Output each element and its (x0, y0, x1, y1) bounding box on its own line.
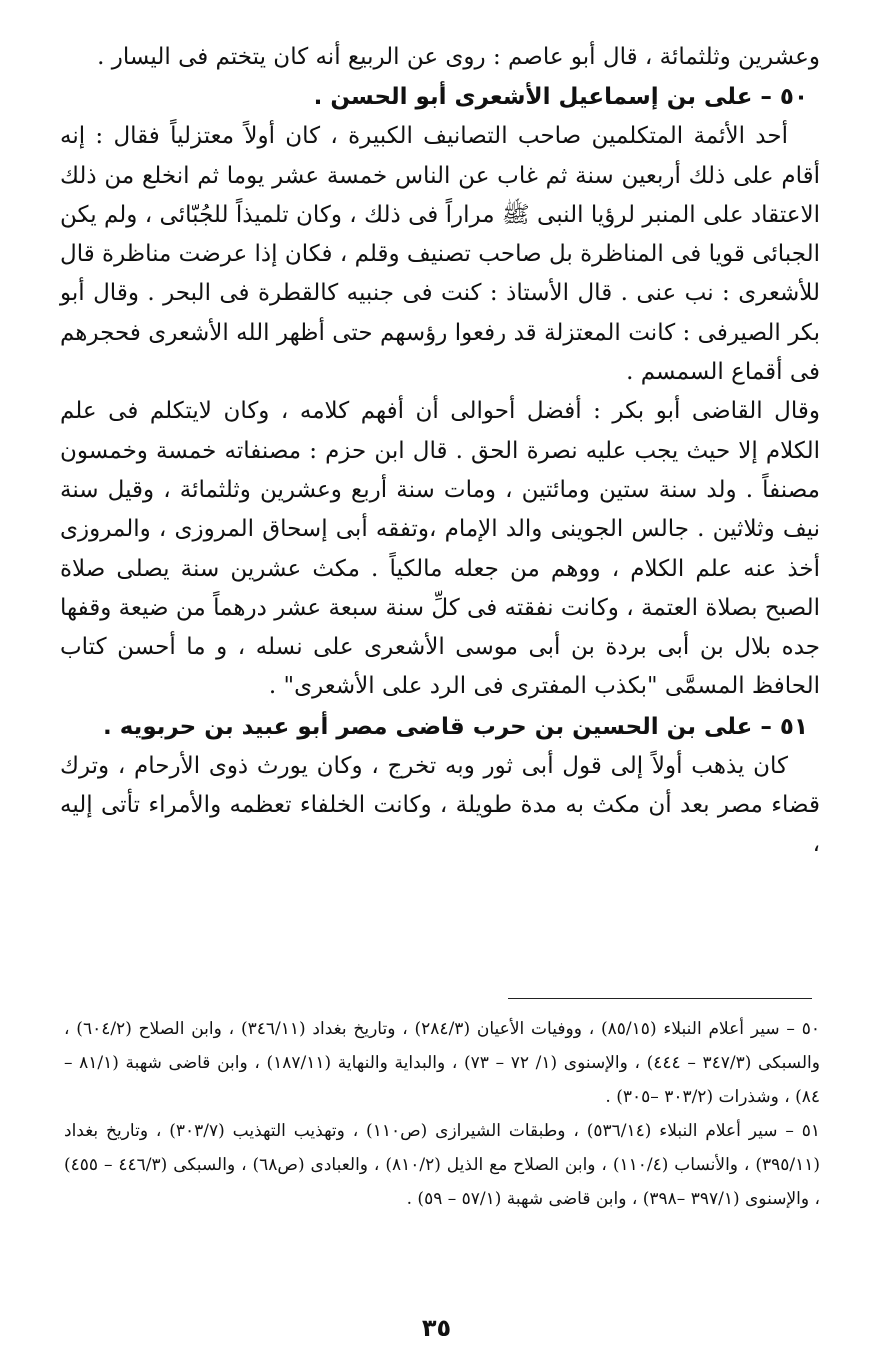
entry-51-heading: ٥١ – على بن الحسين بن حرب قاضى مصر أبو عبيد بن حربويه . (102, 713, 808, 740)
entry-50-paragraph-2: وقال القاضى أبو بكر : أفضل أحوالى أن أفهم كلامه ، وكان لايتكلم فى علم الكلام إلا حيث يجب عليه نصرة الحق . قال ابن حزم : مصنفاته خمسة وخمسون مصنفاً . ولد سنة ستين ومائتين ، ومات سنة أربع وعشرين وثلثمائة ، وقيل سنة نيف وثلاثين . جالس الجوينى والد الإمام ،وتفقه أبى إسحاق المروزى ، والمروزى أخذ عنه علم الكلام ، ووهم من جعله مالكياً . مكث عشرين سنة يصلى صلاة الصبح بصلاة العتمة ، وكانت نفقته فى كلِّ سنة سبعة عشر درهماً من ضيعة وقفها جده بلال بن أبى بردة بن أبى موسى الأشعرى على نسله ، و ما أحسن كتاب الحافظ المسمَّى "بكذب المفترى فى الرد على الأشعرى" . (60, 398, 820, 700)
footnote-divider (508, 998, 812, 999)
intro-line: وعشرين وثلثمائة ، قال أبو عاصم : روى عن الربيع أنه كان يتختم فى اليسار . (97, 44, 820, 70)
entry-50-heading: ٥٠ – على بن إسماعيل الأشعرى أبو الحسن . (313, 84, 808, 111)
footnote-51: ٥١ – سير أعلام النبلاء (٥٣٦/١٤) ، وطبقات الشيرازى (ص١١٠) ، وتهذيب التهذيب (٣٠٣/٧) ، وتاريخ بغداد (٣٩٥/١١) ، والأنساب (١١٠/٤) ، وابن الصلاح مع الذيل (٨١٠/٢) ، والعبادى (ص٦٨) ، والسبكى (٤٤٦/٣ – ٤٥٥) ، والإسنوى (٣٩٧/١ –٣٩٨) ، وابن قاضى شهبة (٥٧/١ – ٥٩) . (64, 1121, 821, 1209)
main-text (60, 38, 820, 865)
page-body (60, 38, 820, 865)
page-number: ٣٥ (421, 1314, 452, 1342)
footnote-50: ٥٠ – سير أعلام النبلاء (٨٥/١٥) ، ووفيات الأعيان (٢٨٤/٣) ، وتاريخ بغداد (٣٤٦/١١) ، وابن الصلاح (٦٠٤/٢) ، والسبكى (٣٤٧/٣ – ٤٤٤) ، والإسنوى (١/ ٧٢ – ٧٣) ، والبداية والنهاية (١٨٧/١١) ، وابن قاضى شهبة (٨١/١ – ٨٤) ، وشذرات (٣٠٣/٢ –٣٠٥) . (64, 1019, 820, 1107)
entry-51-paragraph-1: كان يذهب أولاً إلى قول أبى ثور وبه تخرج ، وكان يورث ذوى الأرحام ، وترك قضاء مصر بعد أن مكث به مدة طويلة ، وكانت الخلفاء تعظمه والأمراء تأتى إليه ، (60, 752, 820, 858)
footnotes (64, 1012, 820, 1216)
entry-50-paragraph-1: أحد الأئمة المتكلمين صاحب التصانيف الكبيرة ، كان أولاً معتزلياً فقال : إنه أقام على ذلك أربعين سنة ثم غاب عن الناس خمسة عشر يوما ثم انخلع من ذلك الاعتقاد على المنبر لرؤيا النبى ﷺ مراراً فى ذلك ، وكان تلميذاً للجُبّائى ، ولم يكن الجبائى قويا فى المناظرة بل صاحب تصنيف وقلم ، فكان إذا عرضت مناظرة قال للأشعرى : نب عنى . قال الأستاذ : كنت فى جنبيه كالقطرة فى البحر . وقال أبو بكر الصيرفى : كانت المعتزلة قد رفعوا رؤسهم حتى أظهر الله الأشعرى فحجرهم فى أقماع السمسم . (60, 123, 820, 386)
